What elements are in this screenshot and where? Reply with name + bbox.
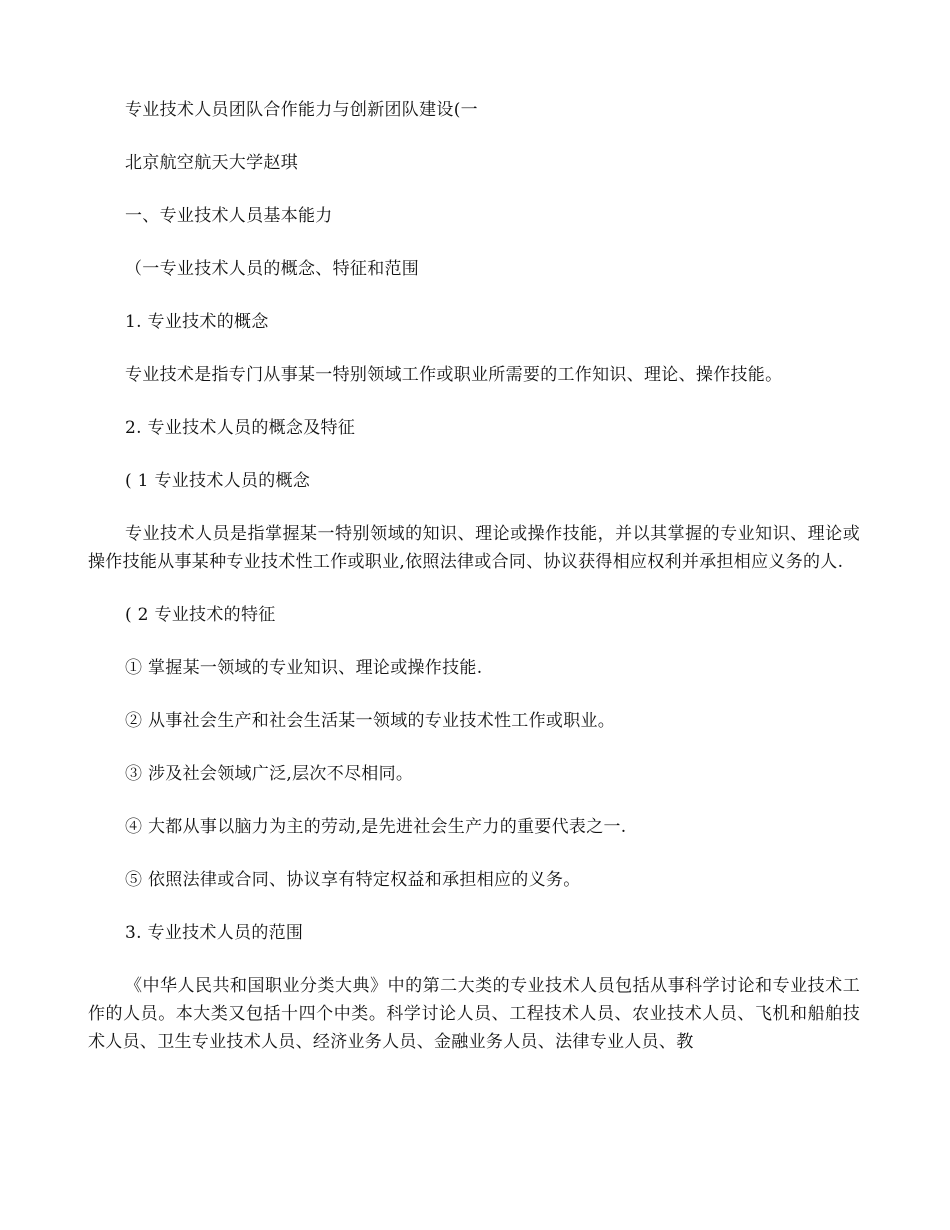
item-heading: 1. 专业技术的概念 [125, 312, 269, 332]
document-page [88, 96, 860, 1081]
section-heading: 一、专业技术人员基本能力 [125, 206, 333, 226]
item-heading: 2. 专业技术人员的概念及特征 [125, 418, 356, 438]
document-title: 专业技术人员团队合作能力与创新团队建设(一 [125, 100, 478, 120]
list-item: ② 从事社会生产和社会生活某一领域的专业技术性工作或职业。 [125, 711, 616, 731]
body-paragraph: 专业技术是指专门从事某一特别领域工作或职业所需要的工作知识、理论、操作技能。 [125, 365, 783, 385]
item-heading: 3. 专业技术人员的范围 [125, 923, 304, 943]
body-paragraph: 专业技术人员是指掌握某一特别领域的知识、理论或操作技能，并以其掌握的专业知识、理论或操作技能从事某种专业技术性工作或职业,依照法律或合同、协议获得相应权利并承担相应义务的人. [88, 524, 860, 572]
author-line: 北京航空航天大学赵琪 [125, 153, 298, 173]
list-item: ⑤ 依照法律或合同、协议享有特定权益和承担相应的义务。 [125, 870, 581, 890]
sub-item-heading: ( 2 专业技术的特征 [125, 605, 276, 625]
list-item: ③ 涉及社会领域广泛,层次不尽相同。 [125, 764, 414, 784]
list-item: ④ 大都从事以脑力为主的劳动,是先进社会生产力的重要代表之一. [125, 817, 627, 837]
sub-item-heading: ( 1 专业技术人员的概念 [125, 471, 311, 491]
body-paragraph: 《中华人民共和国职业分类大典》中的第二大类的专业技术人员包括从事科学讨论和专业技术工作的人员。本大类又包括十四个中类。科学讨论人员、工程技术人员、农业技术人员、飞机和船舶技术人员、卫生专业技术人员、经济业务人员、金融业务人员、法律专业人员、教 [88, 976, 860, 1052]
list-item: ① 掌握某一领域的专业知识、理论或操作技能. [125, 658, 483, 678]
subsection-heading: （一专业技术人员的概念、特征和范围 [125, 259, 420, 279]
